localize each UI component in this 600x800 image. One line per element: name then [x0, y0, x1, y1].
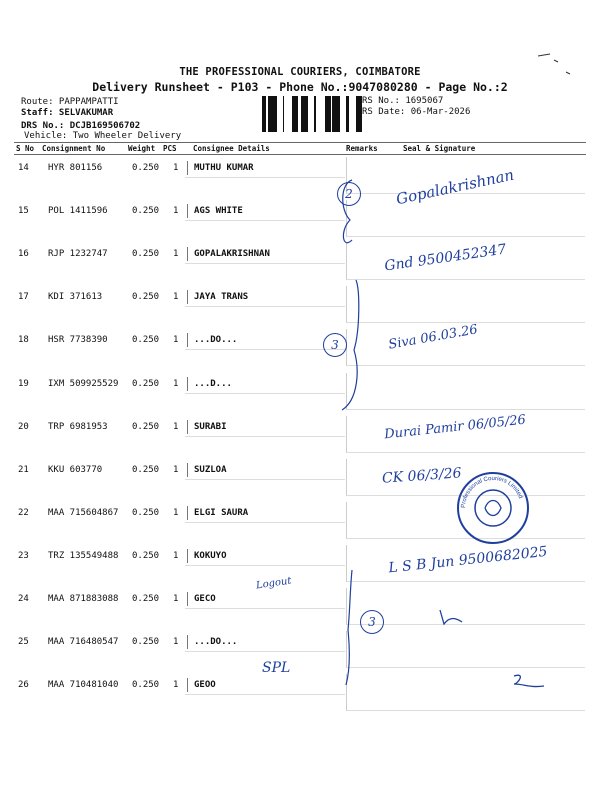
- consignment-number: MAA 715604867: [48, 507, 119, 518]
- cell-divider: [187, 592, 188, 606]
- consignee-underline: [185, 306, 345, 307]
- row-pcs: 1: [173, 680, 179, 691]
- row-weight: 0.250: [132, 464, 160, 475]
- drs-number: DRS No.: DCJB169506702: [21, 121, 141, 131]
- consignee-name: AGS WHITE: [194, 206, 243, 217]
- table-row: [0, 292, 600, 332]
- consignee-underline: [185, 177, 345, 178]
- consignment-number: TRP 6981953: [48, 421, 108, 432]
- consignee-name: ...D...: [194, 378, 232, 389]
- signature-row-20: Durai Pamir 06/05/26: [383, 412, 527, 443]
- col-weight: Weight: [128, 144, 156, 153]
- company-title: THE PROFESSIONAL COURIERS, COIMBATORE: [179, 66, 421, 78]
- consignee-name: ELGI SAURA: [194, 507, 249, 518]
- row-pcs: 1: [173, 206, 179, 217]
- cell-divider: [187, 333, 188, 347]
- signature-scribble-26: [508, 670, 548, 694]
- remarks-circle-3: 3: [360, 610, 384, 634]
- vehicle-label: Vehicle: Two Wheeler Delivery: [24, 131, 182, 141]
- row-pcs: 1: [173, 249, 179, 260]
- company-stamp: [455, 470, 531, 546]
- row-weight: 0.250: [132, 206, 160, 217]
- row-pcs: 1: [173, 292, 179, 303]
- consignee-name: JAYA TRANS: [194, 292, 249, 303]
- consignee-underline: [185, 436, 345, 437]
- consignment-number: IXM 509925529: [48, 378, 119, 389]
- row-sno: 20: [18, 421, 29, 432]
- row-sno: 24: [18, 594, 29, 604]
- row-sno: 22: [18, 507, 29, 518]
- staff-label: Staff: SELVAKUMAR: [21, 108, 114, 118]
- consignee-underline: [185, 608, 345, 609]
- cell-divider: [187, 247, 188, 261]
- row-weight: 0.250: [132, 335, 160, 346]
- row-sno: 23: [18, 550, 29, 561]
- row-weight: 0.250: [132, 507, 160, 518]
- remarks-brackets: [330, 170, 390, 690]
- row-pcs: 1: [173, 335, 179, 346]
- consignee-underline: [185, 694, 345, 695]
- signature-row-16: Gnd 9500452347: [383, 241, 508, 275]
- row-pcs: 1: [173, 637, 179, 648]
- row-sno: 25: [18, 637, 29, 648]
- row-pcs: 1: [173, 507, 179, 518]
- runsheet-subtitle: Delivery Runsheet - P103 - Phone No.:9047080280 - Page No.:2: [92, 80, 508, 94]
- stamp-text: Professional Couriers Limited: [460, 475, 524, 509]
- signature-row-21: CK 06/3/26: [381, 465, 463, 487]
- row-weight: 0.250: [132, 249, 160, 260]
- cell-divider: [187, 290, 188, 304]
- header-rule-bottom: [14, 154, 586, 155]
- table-row: [0, 379, 600, 419]
- consignee-underline: [185, 393, 345, 394]
- row-weight: 0.250: [132, 637, 160, 648]
- row-pcs: 1: [173, 464, 179, 475]
- cell-divider: [187, 377, 188, 391]
- table-row: [0, 594, 600, 634]
- signature-row-18: Siva 06.03.26: [387, 322, 479, 353]
- cell-divider: [187, 420, 188, 434]
- consignee-name: GEOO: [194, 680, 216, 691]
- row-sno: 16: [18, 249, 29, 260]
- col-consignment: Consignment No: [42, 144, 106, 153]
- consignment-number: RJP 1232747: [48, 249, 108, 260]
- signature-row-23: L S B Jun 9500682025: [387, 543, 549, 577]
- remarks-circle-2: 3: [323, 333, 347, 357]
- consignee-underline: [185, 349, 345, 350]
- consignee-name: KOKUYO: [194, 550, 227, 561]
- row-weight: 0.250: [132, 421, 160, 432]
- cell-divider: [187, 549, 188, 563]
- remarks-circle-1: 2: [337, 182, 361, 206]
- row-weight: 0.250: [132, 378, 160, 389]
- consignment-number: MAA 710481040: [48, 680, 119, 691]
- consignment-number: MAA 871883088: [48, 594, 119, 604]
- consignee-underline: [185, 220, 345, 221]
- row-sno: 21: [18, 464, 29, 475]
- consignment-number: HYR 801156: [48, 163, 103, 173]
- rs-number: RS No.: 1695067: [362, 96, 444, 106]
- cell-divider: [187, 506, 188, 520]
- row-sno: 15: [18, 206, 29, 217]
- cell-divider: [187, 678, 188, 692]
- row-pcs: 1: [173, 378, 179, 389]
- consignment-number: MAA 716480547: [48, 637, 119, 648]
- consignee-name: ...DO...: [194, 637, 238, 648]
- consignment-number: KKU 603770: [48, 464, 103, 475]
- col-seal: Seal & Signature: [403, 144, 476, 153]
- note-row-26: SPL: [262, 660, 291, 676]
- signature-scribble-25: [436, 606, 466, 630]
- consignee-underline: [185, 263, 345, 264]
- row-pcs: 1: [173, 421, 179, 432]
- consignee-name: ...DO...: [194, 335, 238, 346]
- col-consignee: Consignee Details: [193, 144, 270, 153]
- cell-divider: [187, 463, 188, 477]
- consignee-underline: [185, 522, 345, 523]
- consignee-name: SURABI: [194, 421, 227, 432]
- row-weight: 0.250: [132, 680, 160, 691]
- note-row-24: Logout: [255, 575, 293, 592]
- row-pcs: 1: [173, 550, 179, 561]
- row-weight: 0.250: [132, 292, 160, 303]
- row-pcs: 1: [173, 163, 179, 173]
- cell-divider: [187, 635, 188, 649]
- row-sno: 26: [18, 680, 29, 691]
- row-sno: 14: [18, 163, 29, 173]
- consignee-name: MUTHU KUMAR: [194, 163, 254, 173]
- cell-divider: [187, 204, 188, 218]
- consignee-name: GECO: [194, 594, 216, 604]
- cell-divider: [187, 161, 188, 175]
- route-label: Route: PAPPAMPATTI: [21, 97, 119, 107]
- row-pcs: 1: [173, 594, 179, 604]
- row-weight: 0.250: [132, 594, 160, 604]
- table-row: [0, 249, 600, 289]
- consignment-number: KDI 371613: [48, 292, 103, 303]
- table-row: [0, 335, 600, 375]
- consignee-underline: [185, 565, 345, 566]
- consignment-number: POL 1411596: [48, 206, 108, 217]
- col-remarks: Remarks: [346, 144, 378, 153]
- consignee-underline: [185, 479, 345, 480]
- consignment-number: TRZ 135549488: [48, 550, 119, 561]
- row-sno: 18: [18, 335, 29, 346]
- consignee-name: SUZLOA: [194, 464, 227, 475]
- col-pcs: PCS: [163, 144, 177, 153]
- col-sno: S No: [16, 144, 35, 153]
- consignee-underline: [185, 651, 345, 652]
- table-row: [0, 206, 600, 246]
- consignee-name: GOPALAKRISHNAN: [194, 249, 270, 260]
- row-sno: 17: [18, 292, 29, 303]
- row-weight: 0.250: [132, 550, 160, 561]
- barcode: [262, 96, 362, 132]
- row-weight: 0.250: [132, 163, 160, 173]
- consignment-number: HSR 7738390: [48, 335, 108, 346]
- signature-row-15: Gopalakrishnan: [394, 165, 516, 209]
- rs-date: RS Date: 06-Mar-2026: [362, 107, 471, 117]
- row-sno: 19: [18, 378, 29, 389]
- header-rule-top: [14, 142, 586, 143]
